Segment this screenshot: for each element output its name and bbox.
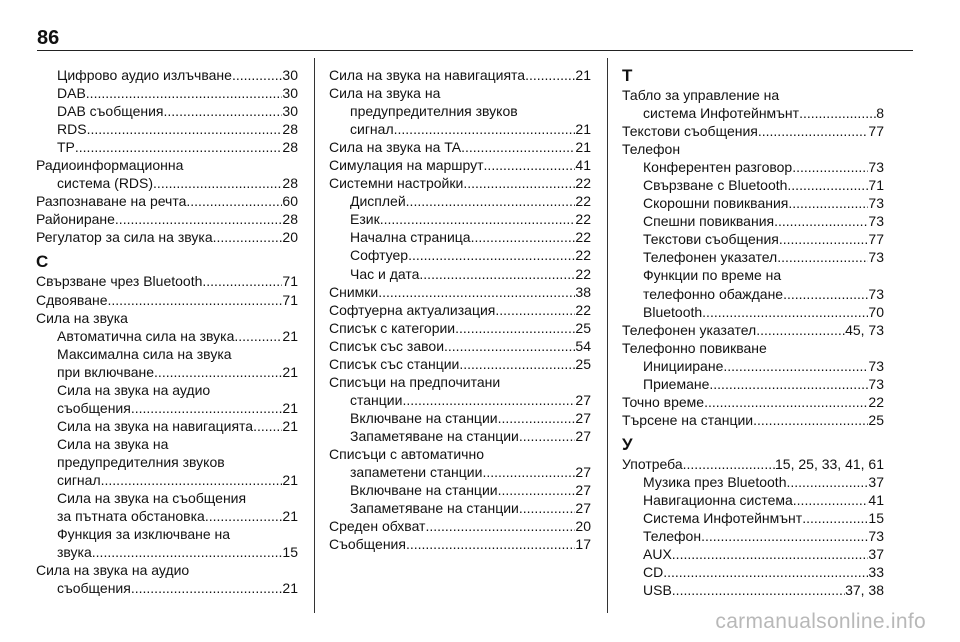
- page-reference[interactable]: 73: [868, 249, 884, 266]
- dot-leader: [471, 228, 576, 246]
- index-entry-text: Свързване чрез Bluetooth: [36, 273, 203, 290]
- index-entry-text: Софтуерна актуализация: [329, 301, 496, 318]
- index-entry: [622, 393, 884, 411]
- index-entry-text: Разпознаване на речта: [36, 193, 187, 210]
- page-reference[interactable]: 71: [868, 177, 884, 194]
- page-reference[interactable]: 30: [282, 103, 298, 120]
- index-entry: [622, 411, 884, 429]
- dot-leader: [108, 291, 283, 309]
- index-entry-text: Употреба: [622, 455, 683, 472]
- dot-leader: [525, 66, 575, 84]
- page-reference[interactable]: 27: [575, 464, 591, 481]
- page-reference[interactable]: 45, 73: [845, 321, 884, 338]
- index-entry: [329, 319, 591, 337]
- page-reference[interactable]: 22: [575, 229, 591, 246]
- index-entry-text: Списък с категории: [329, 319, 456, 336]
- page-reference[interactable]: 22: [575, 247, 591, 264]
- dot-leader: [519, 427, 576, 445]
- index-entry-text: предупредителния звуков: [57, 453, 225, 470]
- page-reference[interactable]: 73: [868, 375, 884, 392]
- dot-leader: [213, 228, 283, 246]
- page-reference[interactable]: 21: [575, 139, 591, 156]
- index-entry: [36, 272, 298, 290]
- index-entry: [622, 581, 884, 599]
- index-entry-text: Включване на станции: [350, 482, 498, 499]
- page-reference[interactable]: 73: [868, 213, 884, 230]
- dot-leader: [459, 355, 575, 373]
- index-entry-text: Система Инфотейнмънт: [643, 510, 803, 527]
- index-entry: [622, 563, 884, 581]
- index-entry-text: Конферентен разговор: [643, 159, 793, 176]
- dot-leader: [701, 527, 868, 545]
- index-entry-text: Иницииране: [643, 357, 724, 374]
- index-entry: [329, 301, 591, 319]
- dot-leader: [495, 301, 575, 319]
- dot-leader: [154, 363, 282, 381]
- dot-leader: [164, 102, 283, 120]
- page-reference[interactable]: 38: [575, 283, 591, 300]
- index-entry-text: Текстови съобщения: [643, 231, 779, 248]
- index-entry: [329, 427, 591, 445]
- index-heading: [622, 140, 884, 158]
- page-reference[interactable]: 22: [575, 175, 591, 192]
- dot-leader: [758, 122, 869, 140]
- index-entry: [329, 84, 591, 138]
- page-reference[interactable]: 22: [575, 301, 591, 318]
- index-entry-text: Скорошни повиквания: [643, 195, 789, 212]
- index-entry: [36, 138, 298, 156]
- page-reference[interactable]: 54: [575, 337, 591, 354]
- index-letter-heading: У: [622, 434, 633, 454]
- index-entry: [329, 373, 591, 409]
- index-entry: [329, 535, 591, 553]
- page-reference[interactable]: 25: [575, 355, 591, 372]
- page-reference[interactable]: 22: [868, 393, 884, 410]
- index-entry-text: Телефонен указател: [622, 321, 757, 338]
- dot-leader: [779, 230, 869, 248]
- dot-leader: [498, 409, 576, 427]
- index-entry-text: Райониране: [36, 211, 115, 228]
- index-entry-text: Среден обхват: [329, 518, 426, 535]
- page-reference[interactable]: 70: [868, 303, 884, 320]
- index-entry: [622, 122, 884, 140]
- index-entry-text: Сила на звука на аудио: [57, 381, 211, 398]
- index-entry-text: сигнал: [57, 471, 101, 488]
- index-entry-text: Спешни повиквания: [643, 213, 775, 230]
- index-entry-text: запаметени станции: [350, 464, 483, 481]
- page-reference[interactable]: 73: [868, 528, 884, 545]
- index-entry-text: Език: [350, 211, 380, 228]
- dot-leader: [380, 210, 576, 228]
- dot-leader: [406, 535, 575, 553]
- index-entry: [36, 66, 298, 84]
- page-reference[interactable]: 21: [282, 399, 298, 416]
- page-reference[interactable]: 20: [282, 229, 298, 246]
- index-entry: [329, 192, 591, 210]
- index-entry: [622, 176, 884, 194]
- index-entry: [622, 230, 884, 248]
- index-entry-text: Сила на звука на: [329, 85, 441, 102]
- index-entry-text: Запаметяване на станции: [350, 500, 519, 517]
- index-entry: [36, 489, 298, 525]
- index-entry: [329, 355, 591, 373]
- dot-leader: [234, 327, 282, 345]
- index-entry-text: Цифрово аудио излъчване: [57, 67, 232, 83]
- page-reference[interactable]: 15, 25, 33, 41, 61: [775, 455, 884, 472]
- index-letter-heading: Т: [622, 66, 633, 85]
- index-entry-text: Списък със завои: [329, 337, 445, 354]
- index-heading: [36, 309, 298, 327]
- page-reference[interactable]: 28: [282, 121, 298, 138]
- dot-leader: [131, 579, 283, 597]
- index-entry-text: Сила на звука на: [57, 435, 169, 452]
- index-entry: [622, 248, 884, 266]
- page-reference[interactable]: 21: [282, 363, 298, 380]
- dot-leader: [75, 138, 283, 156]
- index-entry: [329, 337, 591, 355]
- index-entry-text: телефонно обаждане: [643, 285, 784, 302]
- index-entry-text: Текстови съобщения: [622, 123, 758, 140]
- dot-leader: [683, 455, 775, 473]
- dot-leader: [92, 543, 283, 561]
- index-entry: [329, 445, 591, 481]
- dot-leader: [498, 481, 576, 499]
- index-entry-text: Функции по време на: [643, 267, 782, 284]
- dot-leader: [131, 399, 283, 417]
- dot-leader: [425, 517, 575, 535]
- column-divider: [607, 58, 608, 613]
- dot-leader: [232, 66, 282, 84]
- page-reference[interactable]: 21: [282, 327, 298, 344]
- index-entry-text: Автоматична сила на звука: [57, 327, 235, 344]
- dot-leader: [408, 246, 575, 264]
- dot-leader: [519, 499, 576, 517]
- index-entry-text: система (RDS): [57, 175, 154, 192]
- page-reference[interactable]: 22: [575, 211, 591, 228]
- page-reference[interactable]: 77: [868, 123, 884, 140]
- index-entry: [36, 192, 298, 210]
- dot-leader: [774, 212, 868, 230]
- page-reference[interactable]: 8: [876, 105, 884, 122]
- index-entry-text: AUX: [643, 546, 672, 563]
- page-reference[interactable]: 71: [282, 291, 298, 308]
- dot-leader: [802, 509, 868, 527]
- index-entry: [329, 138, 591, 156]
- index-entry: [622, 455, 884, 473]
- dot-leader: [402, 391, 575, 409]
- index-entry-text: Системни настройки: [329, 175, 464, 192]
- index-entry-text: за пътната обстановка: [57, 508, 205, 525]
- page-reference[interactable]: 21: [282, 471, 298, 488]
- dot-leader: [86, 84, 283, 102]
- dot-leader: [205, 507, 283, 525]
- index-entry: [622, 375, 884, 393]
- page-reference[interactable]: 27: [575, 409, 591, 426]
- dot-leader: [455, 319, 575, 337]
- index-entry-text: Снимки: [329, 283, 379, 300]
- dot-leader: [783, 285, 868, 303]
- index-entry-text: предупредителния звуков: [350, 103, 518, 120]
- index-entry: [329, 517, 591, 535]
- page-reference[interactable]: 37: [868, 473, 884, 490]
- index-entry-text: Сила на звука на TA: [329, 139, 462, 156]
- page-reference[interactable]: 41: [868, 491, 884, 508]
- dot-leader: [672, 545, 869, 563]
- index-entry: [329, 228, 591, 246]
- index-entry: [622, 527, 884, 545]
- index-entry-text: Приемане: [643, 375, 710, 392]
- page-reference[interactable]: 30: [282, 85, 298, 102]
- index-entry: [36, 156, 298, 192]
- index-entry-text: Радиоинформационна: [36, 157, 184, 174]
- index-entry: [329, 246, 591, 264]
- page-reference[interactable]: 27: [575, 391, 591, 408]
- page-reference[interactable]: 15: [868, 510, 884, 527]
- index-entry: [36, 345, 298, 381]
- index-entry: [329, 156, 591, 174]
- page-reference[interactable]: 21: [282, 580, 298, 597]
- dot-leader: [663, 563, 868, 581]
- index-entry: [622, 509, 884, 527]
- page-reference[interactable]: 28: [282, 175, 298, 192]
- index-entry: [329, 174, 591, 192]
- header-rule: [37, 50, 913, 51]
- index-entry: [329, 210, 591, 228]
- page-reference[interactable]: 27: [575, 500, 591, 517]
- index-entry: [329, 499, 591, 517]
- index-entry-text: Съобщения: [329, 536, 406, 553]
- dot-leader: [394, 120, 576, 138]
- index-entry-text: Симулация на маршрут: [329, 157, 484, 174]
- dot-leader: [787, 176, 868, 194]
- index-entry-text: станции: [350, 391, 403, 408]
- index-entry-text: TP: [57, 139, 75, 156]
- index-entry-text: DAB: [57, 85, 86, 102]
- index-entry-text: Точно време: [622, 393, 705, 410]
- dot-leader: [777, 248, 868, 266]
- dot-leader: [723, 357, 868, 375]
- dot-leader: [756, 321, 845, 339]
- dot-leader: [704, 393, 868, 411]
- index-entry: [622, 491, 884, 509]
- index-entry-text: USB: [643, 582, 672, 599]
- index-entry: [36, 102, 298, 120]
- index-entry-text: Свързване с Bluetooth: [643, 177, 788, 194]
- page-reference[interactable]: 21: [575, 121, 591, 138]
- index-entry-text: Телефон: [622, 141, 681, 158]
- page-reference[interactable]: 15: [282, 544, 298, 561]
- page-reference[interactable]: 73: [868, 357, 884, 374]
- index-entry: [36, 210, 298, 228]
- dot-leader: [484, 156, 576, 174]
- dot-leader: [709, 375, 868, 393]
- index-entry-text: Телефонно повикване: [622, 339, 767, 356]
- dot-leader: [463, 174, 575, 192]
- index-entry: [622, 357, 884, 375]
- index-entry-text: Табло за управление на: [622, 87, 780, 103]
- index-heading: [622, 339, 884, 357]
- index-entry: [36, 291, 298, 309]
- index-entry-text: Час и дата: [350, 265, 420, 282]
- index-entry: [622, 212, 884, 230]
- index-entry-text: съобщения: [57, 399, 131, 416]
- index-entry: [36, 417, 298, 435]
- index-entry-text: Включване на станции: [350, 409, 498, 426]
- index-entry: [622, 266, 884, 302]
- index-entry: [329, 481, 591, 499]
- page-reference[interactable]: 73: [868, 159, 884, 176]
- index-entry: [36, 381, 298, 417]
- index-entry: [36, 327, 298, 345]
- index-column-2: [329, 66, 591, 553]
- index-entry-text: Списък със станции: [329, 355, 460, 372]
- index-entry-text: Списъци на предпочитани: [329, 373, 501, 390]
- dot-leader: [253, 417, 282, 435]
- dot-leader: [793, 491, 869, 509]
- index-entry: [622, 86, 884, 122]
- page-reference[interactable]: 37, 38: [845, 582, 884, 599]
- dot-leader: [444, 337, 575, 355]
- index-entry: [329, 283, 591, 301]
- dot-leader: [702, 303, 868, 321]
- dot-leader: [753, 411, 868, 429]
- index-entry-text: Списъци с автоматично: [329, 445, 484, 462]
- index-entry: [622, 545, 884, 563]
- index-entry-text: Bluetooth: [643, 303, 703, 320]
- page-reference[interactable]: 37: [868, 546, 884, 563]
- column-divider: [314, 58, 315, 613]
- index-entry: [36, 525, 298, 561]
- page-reference[interactable]: 60: [282, 193, 298, 210]
- index-entry-text: Максимална сила на звука: [57, 345, 232, 362]
- index-column-3: [622, 66, 884, 599]
- index-entry-text: при включване: [57, 363, 155, 380]
- page-reference[interactable]: 25: [575, 319, 591, 336]
- page-reference[interactable]: 20: [575, 518, 591, 535]
- index-entry-text: Търсене на станции: [622, 411, 754, 428]
- watermark: carmanualsonline.info: [715, 610, 926, 633]
- page-reference[interactable]: 21: [282, 508, 298, 525]
- index-entry-text: Запаметяване на станции: [350, 427, 519, 444]
- index-entry-text: Музика през Bluetooth: [643, 473, 787, 490]
- index-entry-text: Телефонен указател: [643, 249, 778, 266]
- page-reference[interactable]: 30: [282, 67, 298, 83]
- index-entry: [36, 228, 298, 246]
- index-entry: [36, 561, 298, 597]
- index-entry-text: звука: [57, 544, 92, 561]
- dot-leader: [87, 120, 283, 138]
- dot-leader: [153, 174, 282, 192]
- index-entry-text: Навигационна система: [643, 491, 793, 508]
- page-reference[interactable]: 73: [868, 285, 884, 302]
- index-entry-text: Софтуер: [350, 247, 409, 264]
- index-entry-text: Сила на звука на аудио: [36, 562, 190, 579]
- page-reference[interactable]: 22: [575, 193, 591, 210]
- page-reference[interactable]: 22: [575, 265, 591, 282]
- dot-leader: [378, 283, 575, 301]
- index-entry-text: Телефон: [643, 528, 702, 545]
- dot-leader: [482, 463, 575, 481]
- page-reference[interactable]: 25: [868, 411, 884, 428]
- page-reference[interactable]: 27: [575, 427, 591, 444]
- index-entry-text: Сила на звука на навигацията: [57, 417, 254, 434]
- index-entry-text: DAB съобщения: [57, 103, 164, 120]
- index-column-1: [36, 66, 298, 597]
- index-entry-text: Сила на звука на навигацията: [329, 67, 526, 83]
- index-entry-text: Сила на звука: [36, 309, 128, 326]
- page-reference[interactable]: 77: [868, 231, 884, 248]
- dot-leader: [799, 104, 876, 122]
- dot-leader: [101, 471, 283, 489]
- page-number: 86: [37, 27, 60, 49]
- index-entry-text: система Инфотейнмънт: [643, 105, 800, 122]
- index-entry-text: съобщения: [57, 580, 131, 597]
- dot-leader: [419, 265, 575, 283]
- index-entry-text: Регулатор за сила на звука: [36, 229, 213, 246]
- index-entry-text: Функция за изключване на: [57, 526, 231, 543]
- dot-leader: [202, 272, 282, 290]
- page-reference[interactable]: 28: [282, 211, 298, 228]
- dot-leader: [792, 158, 868, 176]
- dot-leader: [788, 194, 868, 212]
- index-entry: [622, 473, 884, 491]
- page-reference[interactable]: 21: [575, 67, 591, 83]
- dot-leader: [786, 473, 868, 491]
- index-entry: [622, 194, 884, 212]
- dot-leader: [186, 192, 282, 210]
- page-reference[interactable]: 41: [575, 157, 591, 174]
- dot-leader: [115, 210, 283, 228]
- index-entry: [329, 265, 591, 283]
- page-reference[interactable]: 73: [868, 195, 884, 212]
- index-entry: [622, 158, 884, 176]
- index-entry-text: Начална страница: [350, 229, 471, 246]
- page-reference[interactable]: 17: [575, 536, 591, 553]
- index-entry: [36, 84, 298, 102]
- dot-leader: [406, 192, 576, 210]
- dot-leader: [672, 581, 845, 599]
- page-reference[interactable]: 33: [868, 564, 884, 581]
- index-entry-text: Сила на звука на съобщения: [57, 490, 247, 507]
- page-reference[interactable]: 28: [282, 139, 298, 156]
- page-reference[interactable]: 71: [282, 273, 298, 290]
- index-entry: [622, 321, 884, 339]
- index-entry: [36, 120, 298, 138]
- index-entry: [36, 435, 298, 489]
- index-entry: [622, 303, 884, 321]
- page-reference[interactable]: 21: [282, 417, 298, 434]
- index-letter-heading: С: [36, 252, 49, 272]
- index-entry-text: Дисплей: [350, 193, 406, 210]
- index-entry-text: CD: [643, 564, 664, 581]
- index-entry-text: сигнал: [350, 121, 394, 138]
- page-reference[interactable]: 27: [575, 482, 591, 499]
- index-entry: [329, 66, 591, 84]
- dot-leader: [461, 138, 575, 156]
- index-entry-text: RDS: [57, 121, 87, 138]
- index-entry-text: Сдвояване: [36, 291, 108, 308]
- index-entry: [329, 409, 591, 427]
